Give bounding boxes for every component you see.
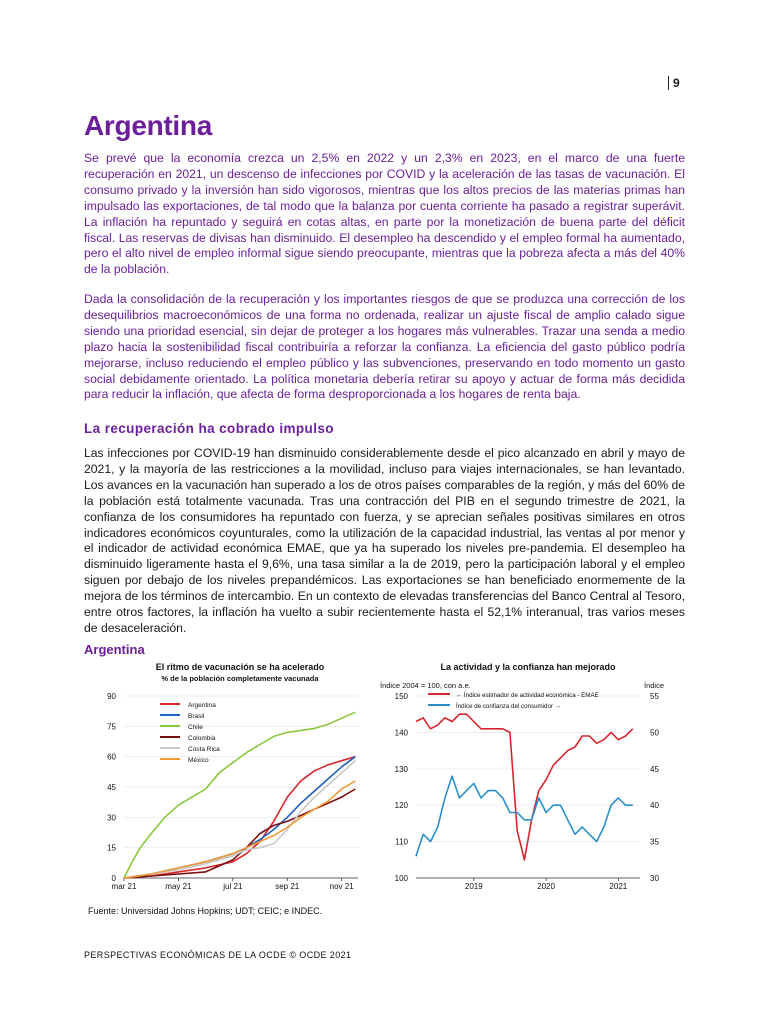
y-left-tick-label: 130 xyxy=(394,764,408,774)
y-left-tick-label: 140 xyxy=(394,728,408,738)
y-tick-label: 90 xyxy=(107,692,116,701)
y-right-tick-label: 35 xyxy=(650,837,659,847)
x-tick-label: 2019 xyxy=(464,882,483,891)
y-tick-label: 45 xyxy=(107,783,116,792)
series-line-brasil xyxy=(124,757,355,878)
y-right-tick-label: 45 xyxy=(650,764,659,774)
y-right-tick-label: 30 xyxy=(650,874,659,883)
x-tick-label: nov 21 xyxy=(329,882,354,891)
series-line-consumer-confidence xyxy=(416,776,633,856)
page-footer: PERSPECTIVAS ECONÓMICAS DE LA OCDE © OCDE 2021 xyxy=(84,950,352,960)
legend-label: ← Índice estimador de actividad económica - EMAE xyxy=(456,692,599,699)
legend-label: Costa Rica xyxy=(188,746,220,753)
source-note: Fuente: Universidad Johns Hopkins; UDT; CEIC; e INDEC. xyxy=(88,906,323,916)
vaccination-chart-title: El ritmo de vacunación se ha acelerado xyxy=(155,662,325,672)
vaccination-chart-subtitle: % de la población completamente vacunada xyxy=(161,674,319,683)
x-tick-label: jul 21 xyxy=(223,882,243,891)
y-tick-label: 60 xyxy=(107,752,116,762)
right-axis-label: Índice xyxy=(644,681,665,690)
y-left-tick-label: 150 xyxy=(394,692,408,701)
y-right-tick-label: 55 xyxy=(650,692,659,701)
series-line-argentina xyxy=(124,757,355,878)
legend-label: Colombia xyxy=(188,735,216,742)
body-paragraph: Las infecciones por COVID-19 han disminuido considerablemente desde el pico alcanzado en abril y mayo de 2021, y la mayoría de las restricciones a la movilidad, incluso para viajes internacionales, se han levantado. Los avances en la vacunación han superado a los de otros países comparables de la región, y más del 60% de la población está totalmente vacunada. Tras una contracción del PIB en el segundo trimestre de 2021, la confianza de los consumidores ha repuntado con fuerza, y se aprecian señales positivas similares en otros indicadores económicos coyunturales, como la utilización de la capacidad industrial, las ventas al por menor y el indicador de actividad económica EMAE, que ya ha superado los niveles pre-pandemia. El desempleo ha disminuido ligeramente hasta el 9,6%, una tasa similar a la de 2019, pero la participación laboral y el empleo siguen por debajo de los niveles prepandémicos. Las exportaciones se han beneficiado enormemente de la mejora de los términos de intercambio. En un contexto de elevadas transferencias del Banco Central al Tesoro, entre otros factores, la inflación ha vuelto a subir recientemente hasta el 52,1% interanual, tras varios meses de desaceleración. xyxy=(84,446,685,635)
page-number: 9 xyxy=(668,76,680,90)
series-line-méxico xyxy=(124,781,355,878)
y-right-tick-label: 50 xyxy=(650,728,659,738)
y-left-tick-label: 110 xyxy=(395,837,408,847)
legend-label: Brasil xyxy=(188,713,205,720)
section-heading: La recuperación ha cobrado impulso xyxy=(84,421,334,436)
legend-label: México xyxy=(188,757,209,764)
legend-label: Índice de confianza del consumidor → xyxy=(456,703,561,710)
y-tick-label: 15 xyxy=(107,843,116,853)
series-line-costa-rica xyxy=(124,761,355,878)
summary-paragraph-1: Se prevé que la economía crezca un 2,5% en 2022 y un 2,3% en 2023, en el marco de una fuerte recuperación en 2021, un descenso de infecciones por COVID y la aceleración de las tasas de vacunación. El consumo privado y la inversión han sido vigorosos, mientras que los altos precios de las materias primas han impulsado las exportaciones, de tal modo que la balanza por cuenta corriente ha pasado a registrar superávit. La inflación ha repuntado y seguirá en cotas altas, en parte por la monetización de buena parte del déficit fiscal. Las reservas de divisas han disminuido. El desempleo ha descendido y el empleo formal ha aumentado, pero el alto nivel de empleo informal sigue siendo preocupante, mientras que la pobreza afecta a más del 40% de la población. xyxy=(84,151,685,277)
summary-paragraph-2: Dada la consolidación de la recuperación y los importantes riesgos de que se produzca una corrección de los desequilibrios macroeconómicos de una forma no ordenada, realizar un ajuste fiscal de amplio calado sigue siendo una prioridad esencial, sin dejar de proteger a los hogares más vulnerables. Trazar una senda a medio plazo hacia la sostenibilidad fiscal contribuiría a reforzar la confianza. La eficiencia del gasto público podría mejorarse, incluso reduciendo el empleo público y las subvenciones, preservando en todo momento un gasto social debidamente orientado. La política monetaria debería retirar su apoyo y actuar de forma más decidida para reducir la inflación, que afecta de forma desproporcionada a los hogares de renta baja. xyxy=(84,292,685,402)
legend-label: Argentina xyxy=(188,702,216,709)
y-tick-label: 30 xyxy=(107,813,116,823)
y-left-tick-label: 120 xyxy=(394,801,408,811)
y-left-tick-label: 100 xyxy=(394,874,408,883)
series-line-chile xyxy=(124,712,355,878)
series-line-emae xyxy=(416,714,633,860)
legend-label: Chile xyxy=(188,724,203,731)
y-tick-label: 75 xyxy=(107,722,116,732)
left-axis-label: Índice 2004 = 100, con a.e. xyxy=(380,681,471,690)
x-tick-label: mar 21 xyxy=(111,882,137,891)
charts-heading: Argentina xyxy=(84,642,145,657)
series-line-colombia xyxy=(124,789,355,878)
y-right-tick-label: 40 xyxy=(650,801,659,811)
x-tick-label: sep 21 xyxy=(275,882,300,891)
x-tick-label: 2020 xyxy=(537,882,555,891)
x-tick-label: may 21 xyxy=(165,882,192,891)
x-tick-label: 2021 xyxy=(609,882,628,891)
page-title: Argentina xyxy=(84,110,212,141)
y-tick-label: 0 xyxy=(111,874,116,883)
activity-chart-title: La actividad y la confianza han mejorado xyxy=(440,662,616,672)
